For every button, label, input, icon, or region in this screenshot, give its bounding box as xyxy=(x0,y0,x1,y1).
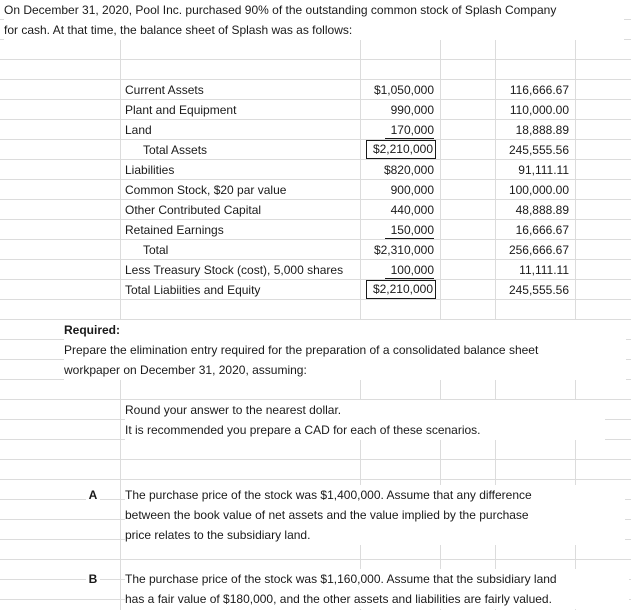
bs-calc: 110,000.00 xyxy=(509,103,569,117)
intro-line: for cash. At that time, the balance sheet of Splash was as follows: xyxy=(4,23,353,37)
required-heading: Required: xyxy=(64,323,121,337)
scenario-line: The purchase price of the stock was $1,400,000. Assume that any difference xyxy=(125,488,532,502)
required-line: Prepare the elimination entry required for the preparation of a consolidated balance sheet xyxy=(64,343,539,357)
bs-label: Total Assets xyxy=(143,143,208,157)
note-line: It is recommended you prepare a CAD for each of these scenarios. xyxy=(125,423,481,437)
scenario-line: has a fair value of $180,000, and the other assets and liabilities are fairly valued. xyxy=(125,592,552,606)
scenario-b xyxy=(125,569,629,609)
scenario-line: price relates to the subsidiary land. xyxy=(125,528,311,542)
bs-calc: 256,666.67 xyxy=(508,243,569,257)
bs-label: Other Contributed Capital xyxy=(125,203,262,217)
bs-amount: $1,050,000 xyxy=(373,83,434,97)
bs-calc: 16,666.67 xyxy=(515,223,569,237)
scenario-line: The purchase price of the stock was $1,160,000. Assume that the subsidiary land xyxy=(125,572,557,586)
bs-label: Current Assets xyxy=(125,83,204,97)
scenario-a xyxy=(125,485,625,545)
bs-calc: 91,111.11 xyxy=(518,163,569,177)
bs-label: Plant and Equipment xyxy=(125,103,237,117)
bs-amount: 170,000 xyxy=(385,120,434,139)
bs-calc: 245,555.56 xyxy=(508,283,569,297)
bs-calc: 116,666.67 xyxy=(509,83,569,97)
note-line: Round your answer to the nearest dollar. xyxy=(125,403,342,417)
scenario-letter: B xyxy=(86,569,100,589)
bs-label: Common Stock, $20 par value xyxy=(125,183,287,197)
bs-amount: $820,000 xyxy=(383,163,434,177)
bs-calc: 18,888.89 xyxy=(515,123,569,137)
bs-label: Land xyxy=(125,123,152,137)
required-line: workpaper on December 31, 2020, assuming: xyxy=(64,363,307,377)
bs-amount: $2,210,000 xyxy=(366,280,436,299)
bs-label: Retained Earnings xyxy=(125,223,224,237)
bs-amount: $2,310,000 xyxy=(373,243,434,257)
bs-calc: 11,111.11 xyxy=(519,263,569,277)
bs-label: Total xyxy=(143,243,169,257)
scenario-line: between the book value of net assets and the value implied by the purchase xyxy=(125,508,529,522)
required-section xyxy=(64,320,626,380)
bs-calc: 48,888.89 xyxy=(515,203,569,217)
bs-amount: 990,000 xyxy=(390,103,434,117)
bs-label: Liabilities xyxy=(125,163,175,177)
bs-amount: 150,000 xyxy=(385,220,434,239)
scenario-letter: A xyxy=(86,485,100,505)
bs-amount: 440,000 xyxy=(390,203,434,217)
bs-calc: 100,000.00 xyxy=(508,183,569,197)
intro-paragraph xyxy=(4,0,624,40)
intro-line: On December 31, 2020, Pool Inc. purchased 90% of the outstanding common stock of Splash Company xyxy=(4,3,557,17)
bs-amount: 900,000 xyxy=(390,183,434,197)
bs-label: Less Treasury Stock (cost), 5,000 shares xyxy=(125,263,344,277)
bs-amount: $2,210,000 xyxy=(366,140,436,159)
bs-label: Total Liabiities and Equity xyxy=(125,283,261,297)
notes-section xyxy=(125,400,605,440)
bs-amount: 100,000 xyxy=(385,260,434,279)
bs-calc: 245,555.56 xyxy=(508,143,569,157)
